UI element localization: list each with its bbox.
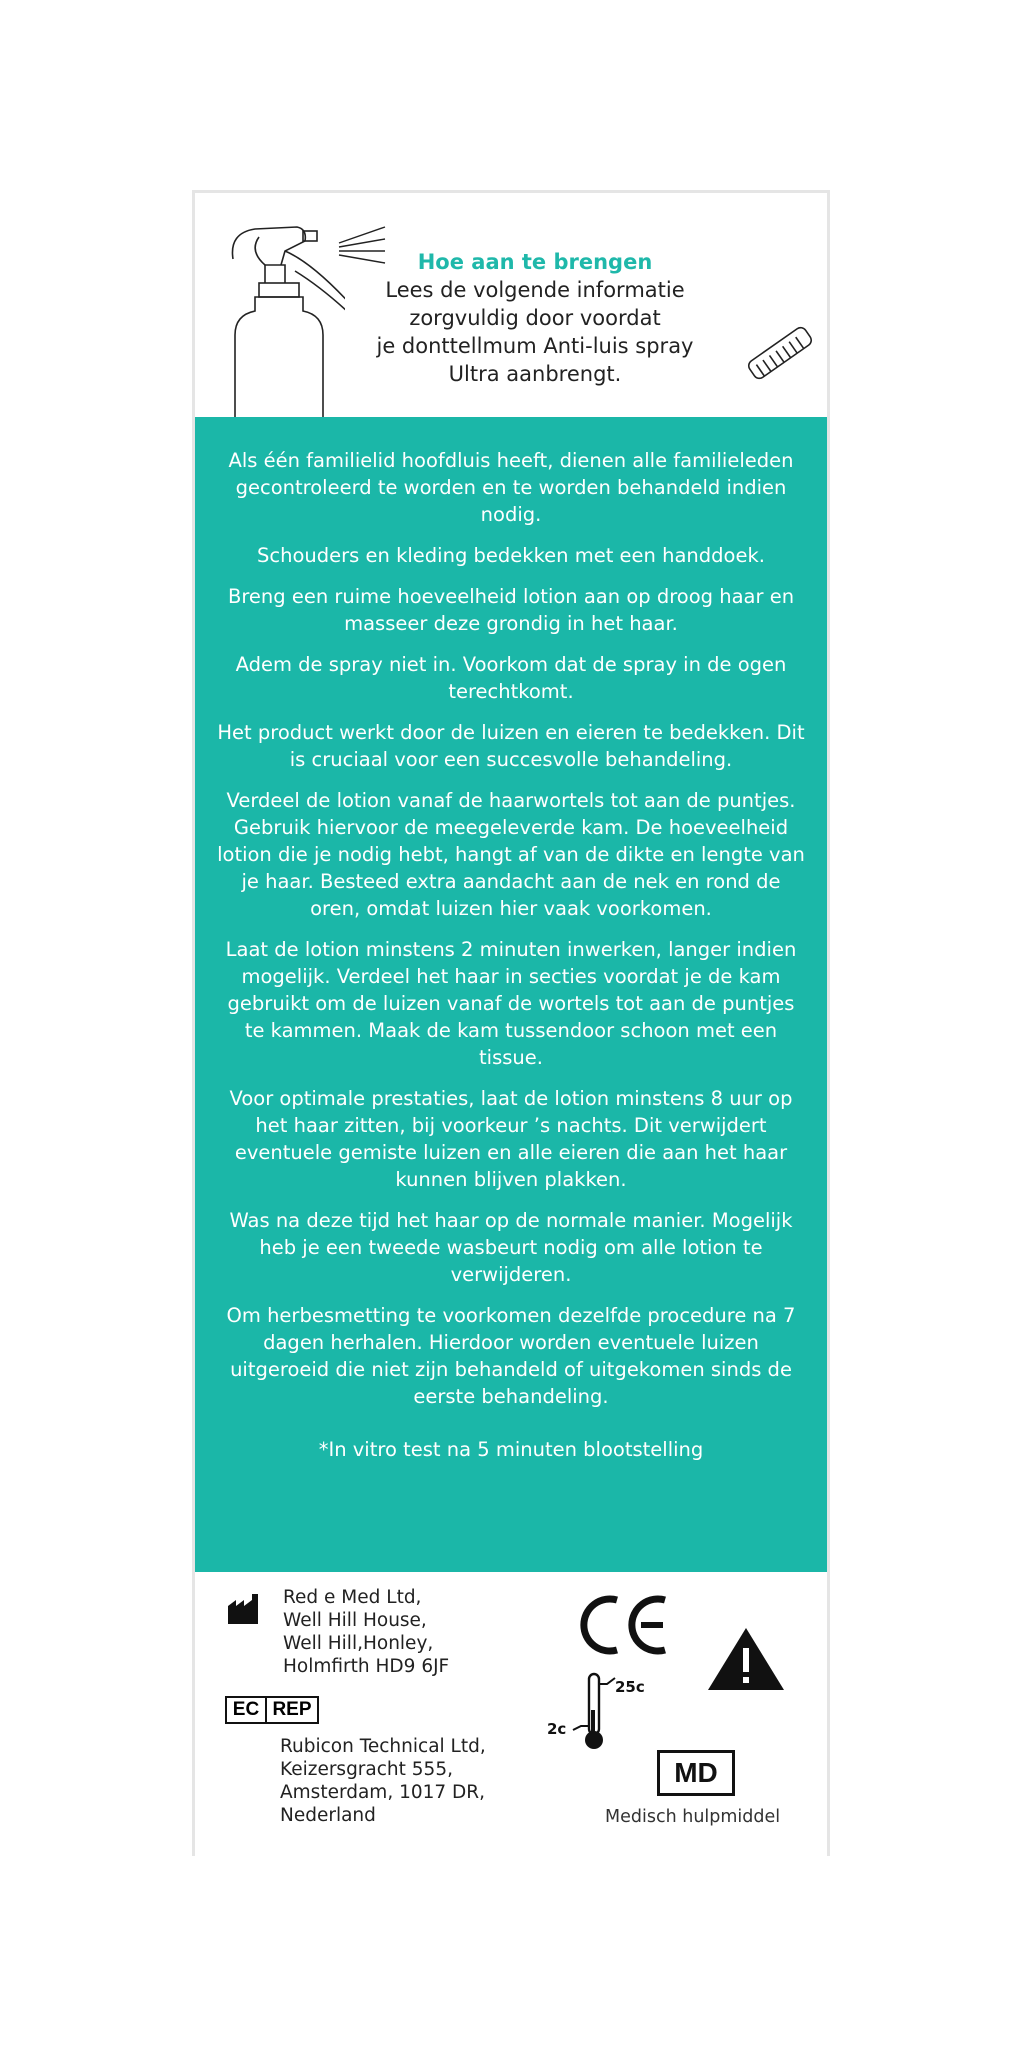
address-line: Well Hill House,: [283, 1610, 427, 1631]
manufacturer-icon: [228, 1594, 262, 1624]
temp-high-label: 25c: [615, 1678, 645, 1696]
address-line: Keizersgracht 555,: [280, 1759, 453, 1780]
ec-label: EC: [227, 1698, 267, 1722]
instruction-paragraph: Was na deze tijd het haar op de normale manier. Mogelijk heb je een tweede wasbeurt nodig om alle lotion te verwijderen.: [229, 1209, 793, 1286]
ec-rep-icon: [225, 1696, 319, 1724]
address-line: Holmfirth HD9 6JF: [283, 1656, 450, 1677]
temp-low-label: 2c: [547, 1720, 567, 1738]
footer-section: [195, 1572, 827, 1856]
temperature-limit-icon: [545, 1670, 655, 1754]
instruction-paragraph: Om herbesmetting te voorkomen dezelfde procedure na 7 dagen herhalen. Hierdoor worden eventuele luizen uitgeroeid die niet zijn behandeld of uitgekomen sinds de eerste behandeling.: [226, 1304, 796, 1408]
instruction-paragraph: Laat de lotion minstens 2 minuten inwerken, langer indien mogelijk. Verdeel het haar in secties voordat je de kam gebruikt om de luizen vanaf de wortels tot aan de puntjes te kammen. Maak de kam tussendoor schoon met een tissue.: [225, 938, 797, 1069]
header-line: je donttellmum Anti-luis spray: [376, 334, 694, 358]
footnote: *In vitro test na 5 minuten blootstelling: [318, 1438, 704, 1461]
instruction-paragraph: Als één familielid hoofdluis heeft, dienen alle familieleden gecontroleerd te worden en te worden behandeld indien nodig.: [228, 449, 794, 526]
instruction-paragraph: Het product werkt door de luizen en eieren te bedekken. Dit is cruciaal voor een succesvolle behandeling.: [217, 721, 805, 771]
warning-icon: [705, 1624, 787, 1694]
header-line: zorgvuldig door voordat: [409, 306, 661, 330]
header-line: Lees de volgende informatie: [385, 278, 685, 302]
header-text: [365, 248, 705, 388]
address-line: Amsterdam, 1017 DR,: [280, 1782, 486, 1803]
header-section: [195, 193, 827, 417]
instructions-text: [217, 447, 805, 1477]
md-label: Medisch hulpmiddel: [605, 1807, 781, 1827]
manufacturer-address: [283, 1586, 449, 1678]
ec-rep-address: [280, 1735, 486, 1827]
instruction-paragraph: Schouders en kleding bedekken met een handdoek.: [257, 544, 765, 567]
instruction-paragraph: Verdeel de lotion vanaf de haarwortels tot aan de puntjes. Gebruik hiervoor de meegeleverde kam. De hoeveelheid lotion die je nodig hebt, hangt af van de dikte en lengte van je haar. Besteed extra aandacht aan de nek en rond de oren, omdat luizen hier vaak voorkomen.: [217, 789, 805, 920]
instruction-paragraph: Breng een ruime hoeveelheid lotion aan op droog haar en masseer deze grondig in het haar.: [227, 585, 795, 635]
instruction-paragraph: Voor optimale prestaties, laat de lotion minstens 8 uur op het haar zitten, bij voorkeur ’s nachts. Dit verwijdert eventuele gemiste luizen en alle eieren die aan het haar kunnen blijven plakken.: [229, 1087, 793, 1191]
product-panel: [192, 190, 830, 1856]
address-line: Red e Med Ltd,: [283, 1587, 422, 1608]
comb-icon: [740, 313, 820, 393]
instructions-section: [195, 417, 827, 1572]
address-line: Rubicon Technical Ltd,: [280, 1736, 486, 1757]
rep-label: REP: [272, 1699, 312, 1720]
ce-mark-icon: [575, 1594, 671, 1656]
instruction-paragraph: Adem de spray niet in. Voorkom dat de spray in de ogen terechtkomt.: [235, 653, 787, 703]
address-line: Well Hill,Honley,: [283, 1633, 434, 1654]
header-title: Hoe aan te brengen: [417, 250, 653, 274]
header-line: Ultra aanbrengt.: [448, 362, 622, 386]
address-line: Nederland: [280, 1805, 376, 1826]
spray-bottle-icon: [225, 223, 345, 417]
md-symbol: MD: [657, 1750, 735, 1796]
